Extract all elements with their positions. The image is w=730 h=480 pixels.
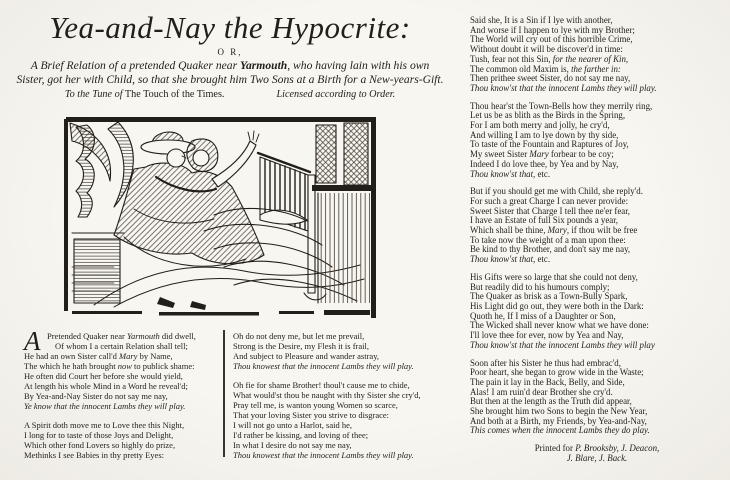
stanza-lines	[24, 326, 222, 411]
verse-line: This comes when the innocent Lambs they do play.	[470, 425, 650, 436]
verse-line: His Light did go out, they were both in the Dark:	[470, 300, 644, 311]
verse-line: That your loving Sister you strive to disgrace:	[233, 410, 390, 420]
verse-line: But if you should get me with Child, she reply'd.	[470, 186, 643, 197]
tune-line	[10, 89, 450, 100]
verse-line: The common old Maxim is, the farther in:	[470, 63, 621, 74]
stanza	[470, 102, 724, 180]
tune-prefix: To the Tune of	[64, 89, 123, 100]
verse-line: In what I desire do not say me nay,	[233, 440, 352, 450]
verse-line: Ye know that the innocent Lambs they will play.	[24, 401, 186, 411]
verse-line: I'll love thee for ever, now by Yea and Nay,	[470, 330, 624, 341]
verse-line: Then prithee sweet Sister, do not say me nay,	[470, 73, 631, 84]
verse-line: Oh do not deny me, but let me prevail,	[233, 331, 365, 341]
verse-line: Which other fond Lovers so highly do prize,	[24, 440, 176, 450]
drop-cap: A	[24, 326, 41, 356]
verse-line: The Quaker as brisk as a Town-Bully Spark,	[470, 291, 628, 302]
stanza	[233, 331, 445, 371]
verse-line: Said she, It is a Sin if I lye with another,	[470, 15, 613, 25]
wall-panel	[318, 193, 370, 303]
verse-line: Tush, fear not this Sin, for the nearer of Kin,	[470, 53, 629, 64]
right-verse-column	[470, 16, 724, 464]
verse-line: She brought him two Sons to begin the New Year,	[470, 406, 648, 417]
verse-line: Alas! I am ruin'd dear Brother she cry'd.	[470, 386, 613, 397]
verse-line: I will not go unto a Harlot, said he,	[233, 420, 352, 430]
verse-line: Quoth he, If I miss of a Daughter or Son,	[470, 310, 616, 321]
verse-line: He often did Court her before she would yield,	[24, 371, 183, 381]
verse-line: And worse if I happen to lye with my Brother;	[470, 24, 635, 35]
verse-line: I long for to taste of those Joys and Delight,	[24, 430, 174, 440]
imprint	[470, 444, 724, 463]
stanza	[470, 359, 724, 437]
verse-line: Strong is the Desire, my Flesh it is frail,	[233, 341, 369, 351]
verse-line: Be kind to thy Brother, and don't say me nay,	[470, 244, 631, 255]
verse-line: Without doubt it will be discover'd in time:	[470, 44, 623, 55]
verse-line: Soon after his Sister he thus had embrac'd,	[470, 357, 621, 368]
lattice-window	[312, 123, 371, 303]
verse-line: J. Blare, J. Back.	[566, 452, 628, 463]
stanza	[470, 273, 724, 351]
verse-line: A Spirit doth move me to Love thee this Night,	[24, 420, 185, 430]
verse-line: But then at the length as the Truth did appear,	[470, 396, 632, 407]
license-note: Licensed according to Order.	[276, 89, 396, 100]
or-line: O R,	[217, 47, 243, 57]
stanza	[24, 420, 222, 460]
verse-line: Of whom I a certain Relation shall tell;	[55, 341, 188, 351]
verse-line: Sister, got her with Child, so that she brought him Two Sons at a Birth for a New-years-Gift.	[16, 72, 444, 86]
verse-line: Thou hear'st the Town-Bells how they merrily ring,	[470, 100, 653, 111]
column-divider-rule	[223, 330, 225, 457]
verse-line: Thou knowest that the innocent Lambs they will play.	[233, 450, 414, 460]
verse-line: Printed for P. Brooksby, J. Deacon,	[534, 443, 660, 454]
left-verse-column-1	[24, 326, 222, 469]
verse-line: The Wicked shall never know what we have done:	[470, 320, 649, 331]
verse-line: I have an Estate of full Six pounds a year,	[470, 215, 619, 226]
verse-line: He had an own Sister call'd Mary by Name,	[24, 351, 173, 361]
verse-line: The World will cry out of this horrible Crime,	[470, 34, 633, 45]
verse-line: What would'st thou be naught with thy Sister she cry'd,	[233, 390, 421, 400]
verse-line: A Brief Relation of a pretended Quaker near Yarmouth, who having lain with his own	[30, 59, 430, 72]
verse-line: Poor heart, she began to grow wide in the Waste;	[470, 367, 644, 378]
verse-line: My sweet Sister Mary forbear to be coy;	[470, 149, 614, 160]
verse-line: Thou know'st that, etc.	[470, 254, 551, 265]
verse-line: Thou know'st that the innocent Lambs they will play	[470, 339, 655, 350]
ballad-title: Yea-and-Nay the Hypocrite:	[49, 10, 411, 45]
verse-line: The which he hath brought now to publick shame:	[24, 361, 195, 371]
verse-line: Pray tell me, is wanton young Women so scarce,	[233, 400, 398, 410]
verse-line: The pain it lay in the Back, Belly, and Side,	[470, 376, 625, 387]
verse-line: Indeed I do love thee, by Yea and by Nay,	[470, 158, 619, 169]
verse-line: To take now the weight of a man upon thee:	[470, 234, 626, 245]
verse-line: Thou know'st that, etc.	[470, 168, 551, 179]
verse-line: Thou knowest that the innocent Lambs they will play.	[233, 361, 414, 371]
verse-line: And subject to Pleasure and wander astray,	[233, 351, 380, 361]
title-block	[10, 10, 450, 100]
verse-line: But readily did to his humours comply;	[470, 281, 610, 292]
left-verse-column-2	[233, 331, 445, 469]
verse-line: For I am both merry and jolly, he cry'd,	[470, 120, 610, 131]
verse-line: For such a great Charge I can never provide:	[470, 195, 629, 206]
verse-line: Oh fie for shame Brother! thoul't cause me to chide,	[233, 380, 410, 390]
verse-line: To taste of the Fountain and Raptures of Joy,	[470, 139, 629, 150]
stanza	[233, 380, 445, 460]
verse-line: Pretended Quaker near Yarmouth did dwell,	[47, 331, 196, 341]
verse-line: I'd rather be kissing, and loving of thee;	[233, 430, 369, 440]
tune-statement	[65, 89, 225, 100]
stanza	[470, 16, 724, 94]
tune-title: The Touch of the Times.	[124, 89, 225, 100]
stanza	[24, 326, 222, 411]
verse-line: By Yea-and-Nay Sister do not say me nay,	[24, 391, 168, 401]
verse-line: His Gifts were so large that she could not deny,	[470, 271, 638, 282]
verse-line: Methinks I see Babies in thy pretty Eyes:	[24, 450, 164, 460]
woodcut-illustration	[64, 117, 378, 323]
stanza	[470, 187, 724, 265]
verse-line: At length his whole Mind in a Word he reveal'd;	[24, 381, 188, 391]
verse-line: Thou know'st that the innocent Lambs they will play.	[470, 82, 657, 93]
subtitle	[10, 59, 450, 86]
verse-line: And both at a Birth, my Friends, by Yea-and-Nay,	[470, 415, 647, 426]
verse-line: Let us be as blith as the Birds in the Spring,	[470, 110, 626, 121]
verse-line: And willing I am to lye down by thy side,	[470, 129, 619, 140]
verse-line: Sweet Sister that Charge I tell thee ne'er fear,	[470, 205, 631, 216]
verse-line: Which shall be thine, Mary, if thou wilt be free	[470, 225, 638, 236]
